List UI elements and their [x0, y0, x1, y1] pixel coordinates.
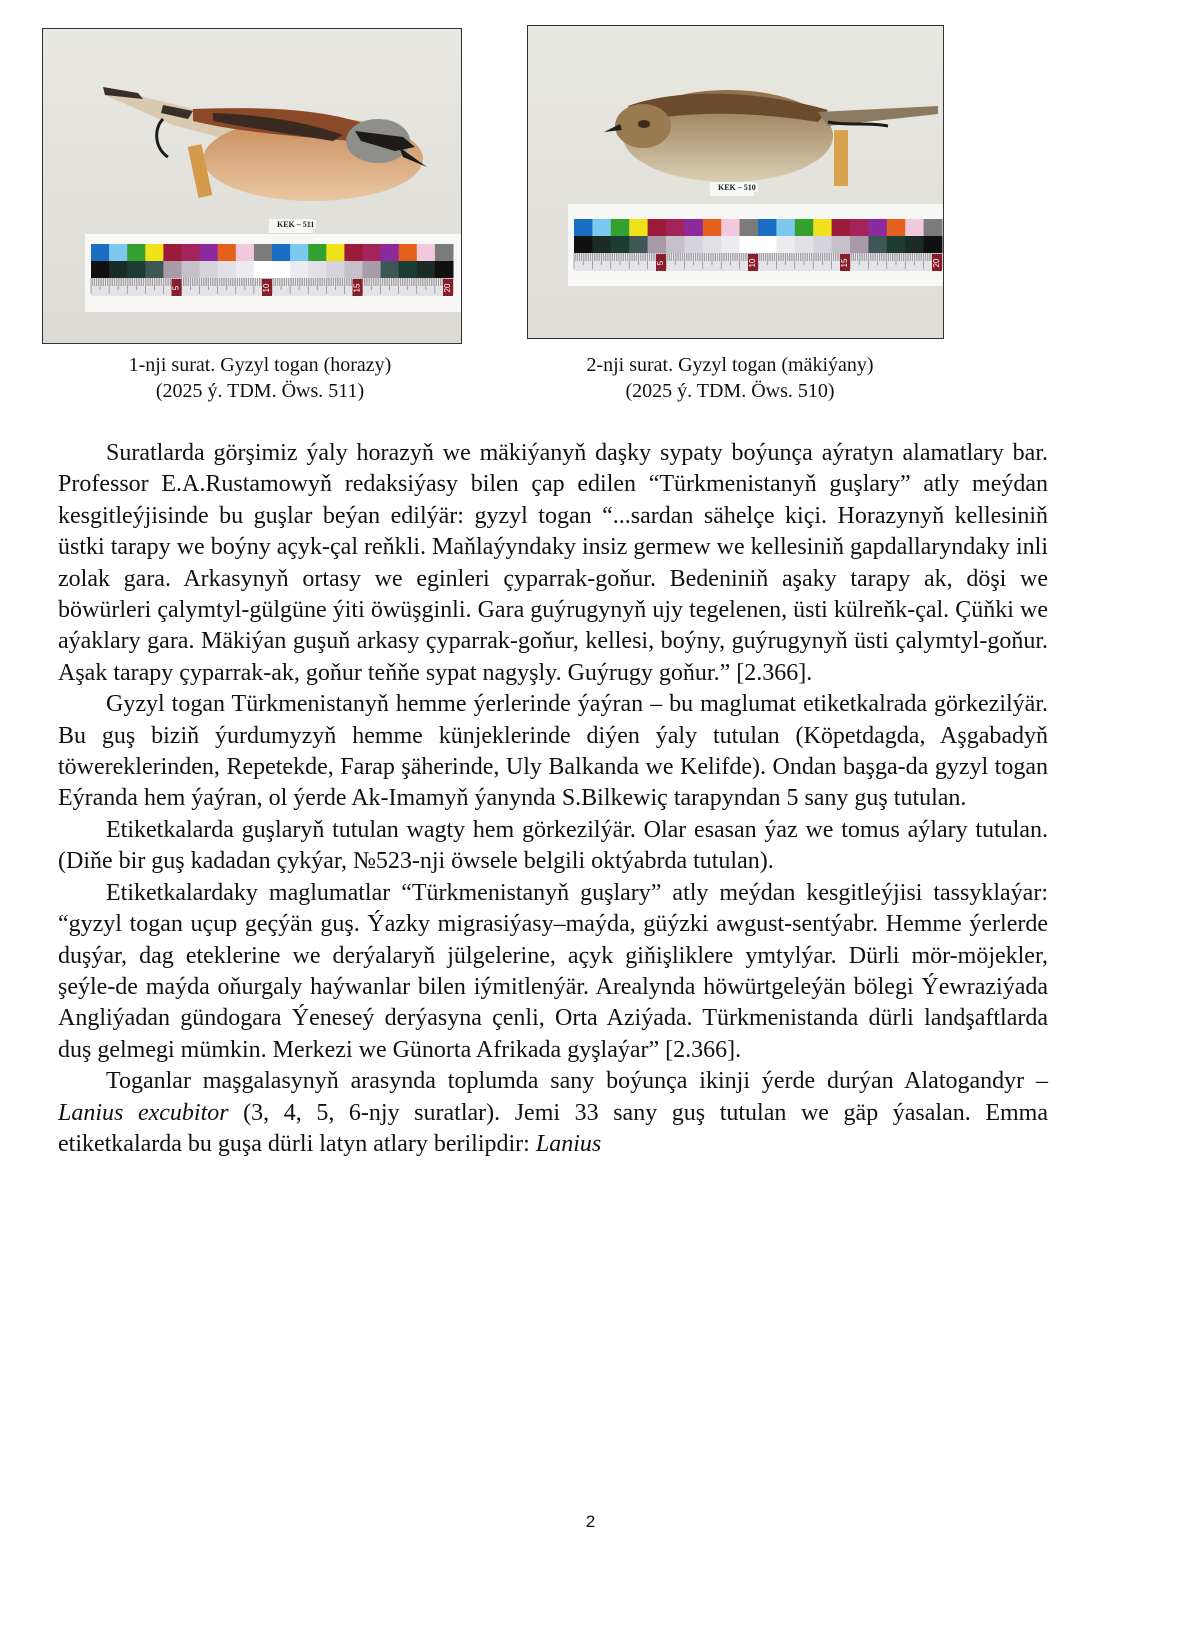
color-swatch [363, 244, 382, 261]
text-run: (3, 4, 5, 6-njy suratlar). Jemi 33 sany guş tutulan we gäp ýasalan. Emma etiketkalarda bu guşa dürli latyn atlary berilipdir: [58, 1099, 1048, 1157]
gray-swatch [813, 236, 832, 253]
color-swatch [813, 219, 832, 236]
color-swatch [868, 219, 887, 236]
gray-swatch [254, 261, 273, 278]
paragraph [58, 1066, 1048, 1160]
caption-title: 2-nji surat. Gyzyl togan (mäkiýany) [586, 354, 874, 376]
color-swatch [776, 219, 795, 236]
color-swatch [684, 219, 703, 236]
gray-swatch [290, 261, 309, 278]
gray-swatch [648, 236, 667, 253]
color-swatch [200, 244, 219, 261]
bird-specimen-male-image [43, 29, 461, 343]
caption-source: (2025 ý. TDM. Öws. 511) [155, 380, 365, 402]
body-text [58, 438, 1048, 1160]
gray-swatch [905, 236, 924, 253]
specimen-label: KEK – 510 [718, 183, 756, 192]
color-swatch [145, 244, 164, 261]
color-swatch [109, 244, 128, 261]
color-swatch [182, 244, 201, 261]
color-swatch [758, 219, 777, 236]
species-name-italic: Lanius excubitor [58, 1099, 229, 1126]
color-calibration-chart [574, 219, 943, 271]
gray-swatch [163, 261, 182, 278]
gray-swatch [399, 261, 418, 278]
paragraph: Gyzyl togan Türkmenistanyň hemme ýerlerinde ýaýran – bu maglumat etiketkalrada görkezilýär. Bu guş biziň ýurdumyzyň hemme künjeklerinde diýen ýaly tutulan (Köpetdagda, Aşgabadyň töwereklerinden, Repetekde, Farap şäherinde, Uly Balkanda we Kelifde). Ondan başga-da gyzyl togan Eýranda hem ýaýran, ol ýerde Ak-Imamyň ýanynda S.Bilkewiç tarapyndan 5 sany guş tutulan. [58, 691, 1048, 812]
caption-title: 1-nji surat. Gyzyl togan (horazy) [128, 354, 392, 376]
color-swatch [648, 219, 667, 236]
gray-swatch [611, 236, 630, 253]
color-swatch [399, 244, 418, 261]
ruler-mark-label: 20 [443, 283, 453, 293]
ruler-mark-label: 20 [932, 258, 942, 268]
color-swatch [850, 219, 869, 236]
color-swatch [127, 244, 146, 261]
ruler-mark-label: 10 [262, 283, 272, 293]
ruler-mark-label: 15 [840, 258, 850, 268]
gray-swatch [381, 261, 400, 278]
color-swatch [163, 244, 182, 261]
color-swatch [254, 244, 273, 261]
color-calibration-chart [91, 244, 454, 296]
color-swatch [417, 244, 436, 261]
color-swatch [795, 219, 814, 236]
gray-swatch [344, 261, 363, 278]
ruler-mark-label: 5 [171, 285, 181, 291]
gray-swatch [127, 261, 146, 278]
gray-swatch [721, 236, 740, 253]
gray-swatch [200, 261, 219, 278]
color-swatch [592, 219, 611, 236]
color-swatch [832, 219, 851, 236]
gray-swatch [924, 236, 943, 253]
figure-1-caption [90, 352, 430, 404]
color-swatch [574, 219, 593, 236]
gray-swatch [684, 236, 703, 253]
color-swatch [905, 219, 924, 236]
gray-swatch [417, 261, 436, 278]
gray-swatch [703, 236, 722, 253]
ruler-mark-label: 5 [656, 260, 666, 266]
species-name-italic: Lanius [535, 1130, 602, 1157]
gray-swatch [363, 261, 382, 278]
color-swatch [435, 244, 454, 261]
bird-specimen-female-image [528, 26, 943, 338]
gray-swatch [272, 261, 291, 278]
gray-swatch [832, 236, 851, 253]
color-swatch [721, 219, 740, 236]
gray-swatch [666, 236, 685, 253]
figure-1-photo [42, 28, 462, 344]
figure-2-photo [527, 25, 944, 339]
ruler-mark-label: 15 [352, 283, 362, 293]
gray-swatch [887, 236, 906, 253]
gray-swatch [574, 236, 593, 253]
color-swatch [326, 244, 345, 261]
gray-swatch [776, 236, 795, 253]
gray-swatch [91, 261, 110, 278]
page-number: 2 [585, 1512, 596, 1531]
gray-swatch [182, 261, 201, 278]
color-swatch [344, 244, 363, 261]
color-swatch [611, 219, 630, 236]
color-swatch [272, 244, 291, 261]
color-swatch [703, 219, 722, 236]
gray-swatch [740, 236, 759, 253]
gray-swatch [236, 261, 255, 278]
color-swatch [308, 244, 327, 261]
gray-swatch [795, 236, 814, 253]
caption-source: (2025 ý. TDM. Öws. 510) [625, 380, 835, 402]
color-swatch [924, 219, 943, 236]
gray-swatch [145, 261, 164, 278]
gray-swatch [109, 261, 128, 278]
text-run: Toganlar maşgalasynyň arasynda toplumda sany boýunça ikinji ýerde durýan Alatogandyr – [106, 1068, 1048, 1095]
gray-swatch [629, 236, 648, 253]
paragraph: Etiketkalardaky maglumatlar “Türkmenistanyň guşlary” atly meýdan kesgitleýjisi tassyklaýar: “gyzyl togan uçup geçýän guş. Ýazky migrasiýasy–maýda, güýzki awgust-sentýabr. Hemme ýerlerde duşýar, dag eteklerine we derýalaryň jülgelerine, açyk giňişliklere ymtylýar. Dürli mör-möjekler, şeýle-de maýda oňurgaly haýwanlar bilen iýmitlenýär. Arealynda höwürtgeleýän bölegi Ýewraziýada Angliýadan gündogara Ýeneseý derýasyna çenli, Orta Aziýada. Türkmenistanda dürli landşaftlarda duş gelmegi mümkin. Merkezi we Günorta Afrikada gyşlaýar” [2.366]. [58, 879, 1048, 1063]
color-swatch [91, 244, 110, 261]
ruler-mark-label: 10 [748, 258, 758, 268]
color-swatch [740, 219, 759, 236]
paragraph: Suratlarda görşimiz ýaly horazyň we mäkiýanyň daşky sypaty boýunça aýratyn alamatlary bar. Professor E.A.Rustamowyň redaksiýasy bilen çap edilen “Türkmenistanyň guşlary” atly meýdan kesgitleýjisinde bu guşlar beýan edilýär: gyzyl togan “...sardan sähelçe kiçi. Horazynyň kellesiniň üstki tarapy we boýny açyk-çal reňkli. Maňlaýyndaky insiz germew we kellesiniň gapdallaryndaky inli zolak gara. Arkasynyň ortasy we eginleri çyparrak-goňur. Bedeniniň aşaky tarapy ak, döşi we böwürleri çalymtyl-gülgüne ýiti öwüşginli. Gara guýrugynyň ujy tegelenen, üsti külreňk-çal. Çüňki we aýaklary gara. Mäkiýan guşuň arkasy çyparrak-goňur, kellesi, boýny, guýrugynyň üsti çalymtyl-goňur. Aşak tarapy çyparrak-ak, goňur teňňe sypat nagyşly. Guýrugy goňur.” [2.366]. [58, 440, 1048, 686]
color-swatch [666, 219, 685, 236]
paragraph: Etiketkalarda guşlaryň tutulan wagty hem görkezilýär. Olar esasan ýaz we tomus aýlary tutulan. (Diňe bir guş kadadan çykýar, №523-nji öwsele belgili oktýabrda tutulan). [58, 816, 1048, 875]
gray-swatch [308, 261, 327, 278]
color-swatch [236, 244, 255, 261]
figure-2-caption [555, 352, 905, 404]
gray-swatch [850, 236, 869, 253]
color-swatch [629, 219, 648, 236]
color-swatch [218, 244, 237, 261]
gray-swatch [326, 261, 345, 278]
specimen-label: KEK – 511 [277, 220, 315, 229]
gray-swatch [592, 236, 611, 253]
color-swatch [381, 244, 400, 261]
color-swatch [887, 219, 906, 236]
gray-swatch [868, 236, 887, 253]
gray-swatch [435, 261, 454, 278]
color-swatch [290, 244, 309, 261]
gray-swatch [218, 261, 237, 278]
gray-swatch [758, 236, 777, 253]
